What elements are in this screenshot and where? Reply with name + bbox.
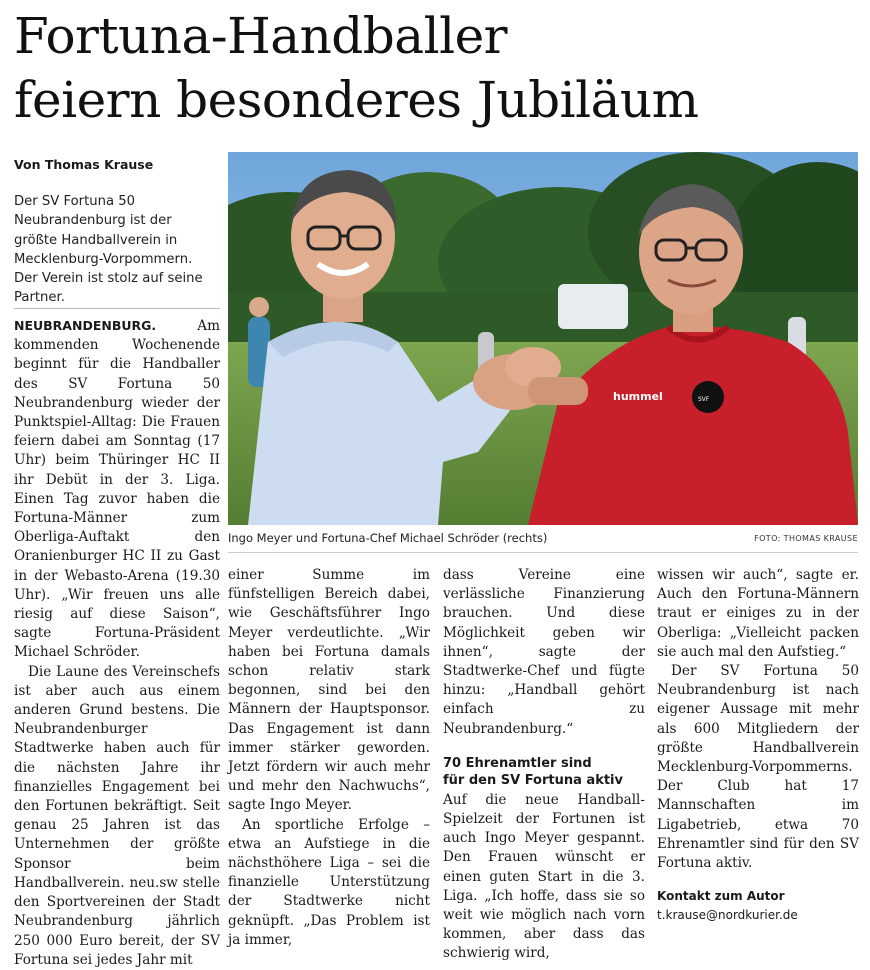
subheading-line-1: 70 Ehrenamtler sind <box>443 755 592 771</box>
paragraph: An sportliche Erfolge – etwa an Aufstiege in die nächsthöhere Liga – sei die finanzielle Unterstützung der Stadtwerke nicht geknüpft. „Das Problem ist ja immer, <box>228 816 430 948</box>
article-column-4 <box>657 566 859 926</box>
contact-email[interactable]: t.krause@nordkurier.de <box>657 908 798 923</box>
paragraph: Die Laune des Vereinschefs ist aber auch aus einem anderen Grund bestens. Die Neubrandenburger Stadtwerke haben auch für die nächsten Jahre ihr finanzielles Engagement bei den Fortunen bekräftigt. Seit genau 25 Jahren ist das Unternehmen der größte Sponsor beim Handballverein. neu.sw stelle den Sportvereinen der Stadt Neubrandenburg jährlich 250 000 Euro bereit, der SV Fortuna sei jedes Jahr mit <box>14 663 220 968</box>
subheading <box>443 755 645 789</box>
dateline: NEUBRANDENBURG. <box>14 318 157 333</box>
article-column-2 <box>228 566 430 950</box>
article-column-1 <box>14 316 220 970</box>
article-column-3 <box>443 566 645 964</box>
paragraph: dass Vereine eine verlässliche Finanzierung brauchen. Und diese Möglichkeit geben wir ihnen“, sagte der Stadtwerke-Chef und fügte hinzu: „Handball gehört einfach zu Neubrandenburg.“ <box>443 567 645 737</box>
shirt-brand-text: hummel <box>613 390 663 403</box>
paragraph: Auf die neue Handball-Spielzeit der Fortunen ist auch Ingo Meyer gespannt. Den Frauen wünscht er einen guten Start in die 3. Liga. „Ich hoffe, dass sie so weit wie möglich nach vorn kommen, aber dass das schwierig wird, <box>443 791 645 962</box>
caption-divider <box>228 552 858 553</box>
headline-line-1: Fortuna-Handballer <box>14 7 508 65</box>
subheading-line-2: für den SV Fortuna aktiv <box>443 772 623 788</box>
contact-title: Kontakt zum Autor <box>657 889 785 904</box>
photo-illustration <box>228 152 858 525</box>
teaser-divider <box>14 308 220 309</box>
photo-credit: FOTO: THOMAS KRAUSE <box>754 534 858 543</box>
paragraph <box>14 316 220 663</box>
byline: Von Thomas Krause <box>14 157 154 172</box>
svg-text:SVF: SVF <box>698 396 710 403</box>
article-photo <box>228 152 858 525</box>
headline-line-2: feiern besonderes Jubiläum <box>14 71 699 129</box>
teaser-text: Der SV Fortuna 50 Neubrandenburg ist der größte Handballverein in Mecklenburg-Vorpommern. Der Verein ist stolz auf seine Partner. <box>14 194 203 306</box>
paragraph: wissen wir auch“, sagte er. Auch den Fortuna-Männern traut er einiges zu in der Oberliga: „Vielleicht packen sie auch mal den Aufstieg.“ <box>657 567 859 660</box>
photo-caption: Ingo Meyer und Fortuna-Chef Michael Schröder (rechts) <box>228 531 548 545</box>
paragraph: Der SV Fortuna 50 Neubrandenburg ist nach eigener Aussage mit mehr als 600 Mitgliedern der größte Handballverein Mecklenburg-Vorpommerns. Der Club hat 17 Mannschaften im Ligabetrieb, etwa 70 Ehrenamtler sind für den SV Fortuna aktiv. <box>657 663 859 872</box>
paragraph: einer Summe im fünfstelligen Bereich dabei, wie Geschäftsführer Ingo Meyer verdeutlichte. „Wir haben bei Fortuna damals schon relativ stark begonnen, sind bei den Männern der Hauptsponsor. Das Engagement ist dann immer stärker geworden. Jetzt fördern wir auch mehr und mehr den Nachwuchs“, sagte Ingo Meyer. <box>228 567 430 814</box>
paragraph-text: Am kommenden Wochenende beginnt für die Handballer des SV Fortuna 50 Neubrandenburg wieder der Punktspiel-Alltag: Die Frauen feiern dabei am Sonntag (17 Uhr) beim Thüringer HC II ihr Debüt in der 3. Liga. Einen Tag zuvor haben die Fortuna-Männer zum Oberliga-Auftakt den Oranienburger HC II zu Gast in der Webasto-Arena (19.30 Uhr). „Wir freuen uns alle riesig auf diese Saison“, sagte Fortuna-Präsident Michael Schröder. <box>14 318 220 661</box>
article-headline <box>14 4 864 132</box>
